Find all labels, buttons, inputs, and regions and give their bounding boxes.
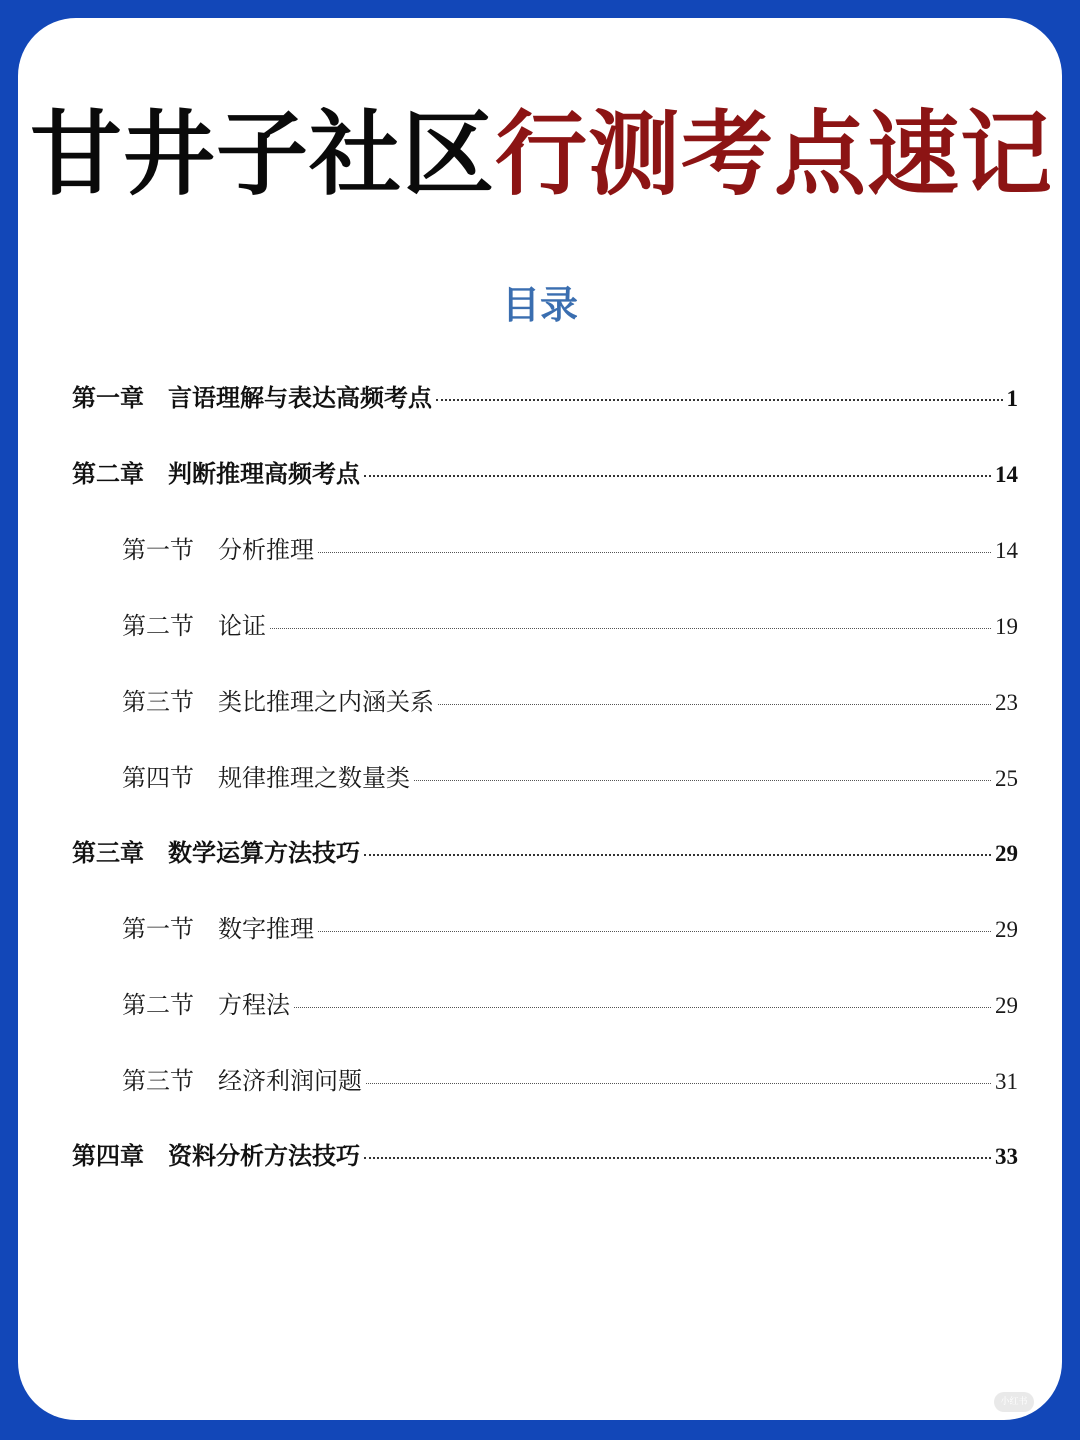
dot-leader	[270, 628, 991, 629]
toc-entry-page: 14	[995, 462, 1018, 487]
toc-entry-number: 第四章	[72, 1142, 144, 1170]
toc-entry-number: 第三章	[72, 839, 144, 867]
toc-entry-label: 规律推理之数量类	[218, 764, 410, 792]
toc-entry-label: 类比推理之内涵关系	[218, 688, 434, 716]
dot-leader	[318, 552, 991, 553]
dot-leader	[364, 854, 991, 856]
toc-entry-number: 第二节	[122, 991, 194, 1019]
toc-entry-page: 1	[1006, 386, 1018, 411]
dot-leader	[294, 1007, 991, 1008]
dot-leader	[364, 475, 991, 477]
toc-entry-label: 言语理解与表达高频考点	[168, 384, 432, 412]
toc-entry-number: 第一节	[122, 536, 194, 564]
toc-entry-page: 29	[995, 993, 1018, 1018]
dot-leader	[414, 780, 991, 781]
dot-leader	[366, 1083, 991, 1084]
toc-entry-chapter-3[interactable]	[72, 833, 1018, 873]
toc-entry-page: 14	[995, 538, 1018, 563]
dot-leader	[318, 931, 991, 932]
toc-entry-section[interactable]	[122, 530, 1018, 570]
toc-entry-section[interactable]	[122, 909, 1018, 949]
watermark-badge: 小红书	[994, 1392, 1034, 1412]
toc-entry-label: 数字推理	[218, 915, 314, 943]
toc-entry-section[interactable]	[122, 1061, 1018, 1101]
dot-leader	[436, 399, 1003, 401]
toc-entry-number: 第一章	[72, 384, 144, 412]
toc-entry-label: 判断推理高频考点	[168, 460, 360, 488]
toc-entry-number: 第三节	[122, 1067, 194, 1095]
toc-entry-label: 数学运算方法技巧	[168, 839, 360, 867]
toc-entry-number: 第二章	[72, 460, 144, 488]
toc-entry-chapter-4[interactable]	[72, 1136, 1018, 1176]
toc-entry-section[interactable]	[122, 985, 1018, 1025]
toc-entry-page: 29	[995, 841, 1018, 866]
dot-leader	[438, 704, 991, 705]
toc-entry-page: 33	[995, 1144, 1018, 1169]
toc-entry-label: 分析推理	[218, 536, 314, 564]
toc-entry-label: 经济利润问题	[218, 1067, 362, 1095]
headline	[30, 90, 1060, 220]
document-card	[18, 18, 1062, 1420]
toc-entry-number: 第一节	[122, 915, 194, 943]
toc-entry-page: 23	[995, 690, 1018, 715]
toc-entry-number: 第四节	[122, 764, 194, 792]
toc-entry-number: 第三节	[122, 688, 194, 716]
toc-entry-page: 19	[995, 614, 1018, 639]
headline-red-part: 行测考点速记	[495, 101, 1054, 208]
toc-entry-label: 资料分析方法技巧	[168, 1142, 360, 1170]
toc-entry-section[interactable]	[122, 682, 1018, 722]
toc-entry-chapter-2[interactable]	[72, 454, 1018, 494]
headline-black-part: 甘井子社区	[30, 101, 496, 208]
toc-entry-label: 论证	[218, 612, 266, 640]
toc-entry-number: 第二节	[122, 612, 194, 640]
toc-entry-page: 29	[995, 917, 1018, 942]
toc-title: 目录	[501, 283, 578, 327]
toc-entry-chapter-1[interactable]	[72, 378, 1018, 418]
toc-entry-page: 25	[995, 766, 1018, 791]
dot-leader	[364, 1157, 991, 1159]
toc-entry-label: 方程法	[218, 991, 290, 1019]
toc-entry-section[interactable]	[122, 758, 1018, 798]
toc-entry-page: 31	[995, 1069, 1018, 1094]
toc-entry-section[interactable]	[122, 606, 1018, 646]
